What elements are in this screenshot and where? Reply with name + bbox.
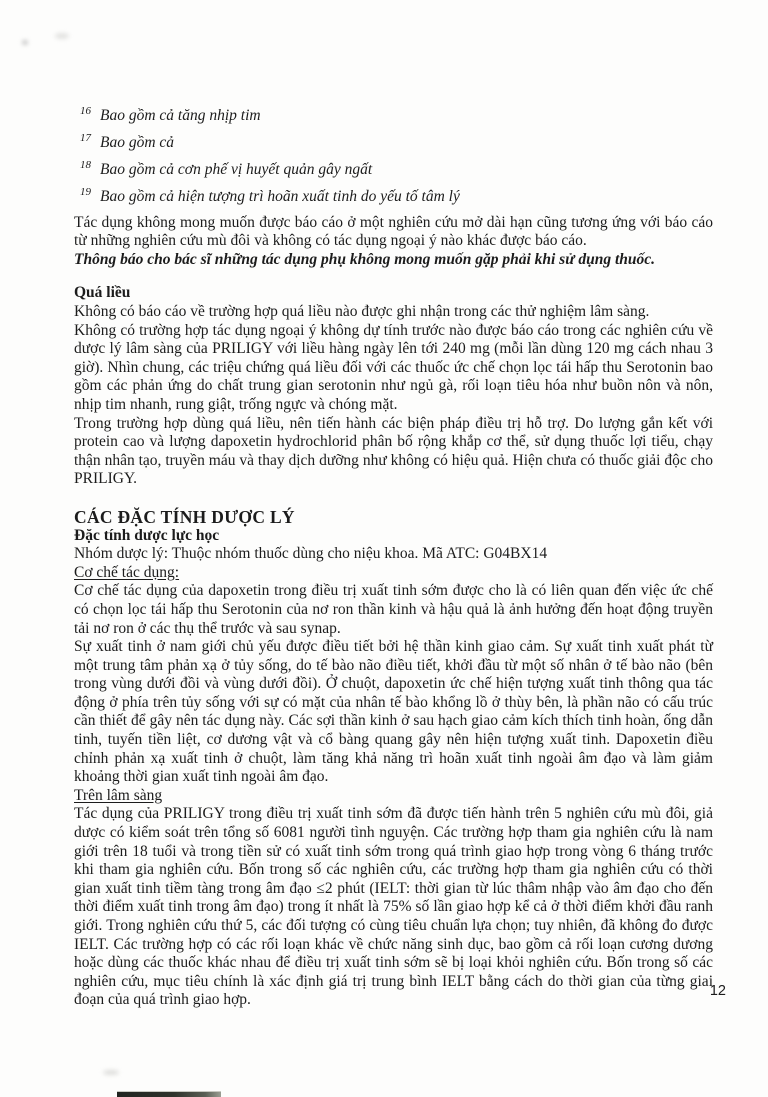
adverse-report-paragraph: Tác dụng không mong muốn được báo cáo ở một nghiên cứu mở dài hạn cũng tương ứng với báo cáo từ những nghiên cứu mù đôi và không có tác dụng ngoại ý nào khác được báo cáo. (74, 213, 713, 250)
footnote (74, 181, 713, 208)
mechanism-paragraph-2: Sự xuất tinh ở nam giới chủ yếu được điều tiết bởi hệ thần kinh giao cảm. Sự xuất tinh xuất phát từ một trung tâm phản xạ ở tủy sống, do tế bào não điều tiết, khởi đầu từ một số nhân ở tế bào não (bên trong vùng dưới đồi và vùng dưới đồi). Ở chuột, dapoxetin ức chế hiện tượng xuất tinh thông qua tác động ở phía trên tủy sống với sự có mặt của nhân tế bào khổng lồ ở thùy bên, là phần não có cấu trúc cần thiết để gây nên tác dụng này. Các sợi thần kinh ở sau hạch giao cảm kích thích tinh hoàn, ống dẫn tinh, tuyến tiền liệt, cơ dương vật và cổ bàng quang gây nên hiện tượng xuất tinh. Dapoxetin điều chỉnh phản xạ xuất tinh ở chuột, làm tăng khả năng trì hoãn xuất tinh ngoài âm đạo và làm giảm khoảng thời gian xuất tinh ngoài âm đạo. (74, 638, 713, 786)
footnote-number: 18 (80, 159, 91, 172)
page-content (74, 100, 713, 1010)
overdose-heading: Quá liều (74, 284, 131, 302)
scan-smudge (103, 1070, 119, 1075)
clinical-heading: Trên lâm sàng (74, 786, 163, 804)
scan-smudge (22, 40, 28, 45)
footnote-number: 17 (80, 132, 91, 145)
footnote-text: Bao gồm cả hiện tượng trì hoãn xuất tinh do yếu tố tâm lý (100, 188, 460, 206)
overdose-paragraph-3: Trong trường hợp dùng quá liều, nên tiến hành các biện pháp điều trị hỗ trợ. Do lượng gắn kết với protein cao và lượng dapoxetin hydrochlorid phân bố rộng khắp cơ thể, sử dụng thuốc lợi tiểu, chạy thận nhân tạo, truyền máu và thay dịch dưỡng như không có hiệu quả. Hiện chưa có thuốc giải độc cho PRILIGY. (74, 414, 713, 488)
footnote-text: Bao gồm cả (100, 134, 175, 152)
footnote (74, 154, 713, 181)
pharmacology-section-heading: CÁC ĐẶC TÍNH DƯỢC LÝ (74, 506, 295, 527)
doctor-notice: Thông báo cho bác sĩ những tác dụng phụ không mong muốn gặp phải khi sử dụng thuốc. (74, 250, 656, 268)
scan-artifact-bar (117, 1091, 221, 1097)
overdose-paragraph-1: Không có báo cáo về trường hợp quá liều nào được ghi nhận trong các thử nghiệm lâm sàng. (74, 303, 650, 320)
footnote-number: 16 (80, 105, 91, 117)
footnote-text: Bao gồm cả cơn phế vị huyết quản gây ngất (100, 161, 373, 179)
footnote-list (74, 100, 713, 209)
mechanism-paragraph-1: Cơ chế tác dụng của dapoxetin trong điều trị xuất tinh sớm được cho là có liên quan đến việc ức chế có chọn lọc tái hấp thu Serotonin của nơ ron thần kinh và hậu quả là ảnh hưởng đến hoạt động truyền tải nơ ron ở các thụ thể trước và sau synap. (74, 582, 713, 637)
pharmacodynamics-subheading: Đặc tính dược lực học (74, 526, 220, 544)
mechanism-heading: Cơ chế tác dụng: (74, 563, 180, 581)
page-number: 12 (709, 983, 726, 999)
footnote-text: Bao gồm cả tăng nhịp tim (100, 107, 261, 125)
footnote (74, 100, 713, 127)
scan-smudge (55, 33, 69, 39)
atc-classification-line: Nhóm dược lý: Thuộc nhóm thuốc dùng cho niệu khoa. Mã ATC: G04BX14 (74, 545, 548, 563)
overdose-paragraph-2: Không có trường hợp tác dụng ngoại ý không dự tính trước nào được báo cáo trong các nghiên cứu về dược lý lâm sàng của PRILIGY với liều hàng ngày lên tới 240 mg (mỗi lần dùng 120 mg cách nhau 3 giờ). Nhìn chung, các triệu chứng quá liều đối với các thuốc ức chế chọn lọc tái hấp thu Serotonin bao gồm các phản ứng do chất trung gian serotonin như ngủ gà, rối loạn tiêu hóa như buồn nôn và nôn, nhịp tim nhanh, rung giật, trống ngực và chóng mặt. (74, 321, 713, 413)
footnote (74, 127, 713, 154)
footnote-number: 19 (80, 186, 91, 199)
clinical-paragraph: Tác dụng của PRILIGY trong điều trị xuất tinh sớm đã được tiến hành trên 5 nghiên cứu mù đôi, giả dược có kiểm soát trên tổng số 6081 người tình nguyện. Các trường hợp tham gia nghiên cứu là nam giới trên 18 tuổi và trong tiền sử có xuất tinh sớm trong quá trình giao hợp trong vòng 6 tháng trước khi tham gia nghiên cứu. Bốn trong số các nghiên cứu, các trường hợp tham gia nghiên cứu có thời gian xuất tinh tiềm tàng trong âm đạo ≤2 phút (IELT: thời gian từ lúc thâm nhập vào âm đạo cho đến thời điểm xuất tinh trong âm đạo) trong ít nhất là 75% số lần giao hợp kể cả ở thời điểm khởi đầu ranh giới. Trong nghiên cứu thứ 5, các đối tượng có cùng tiêu chuẩn lựa chọn; tuy nhiên, đã không đo được IELT. Các trường hợp có các rối loạn khác về chức năng sinh dục, bao gồm cả rối loạn cương dương hoặc dùng các thuốc khác nhau để điều trị xuất tinh sớm sẽ bị loại khỏi nghiên cứu. Bốn trong số các nghiên cứu, mục tiêu chính là xác định giá trị trung bình IELT bằng cách do thời gian của từng giai đoạn của quá trình giao hợp. (74, 805, 713, 1009)
